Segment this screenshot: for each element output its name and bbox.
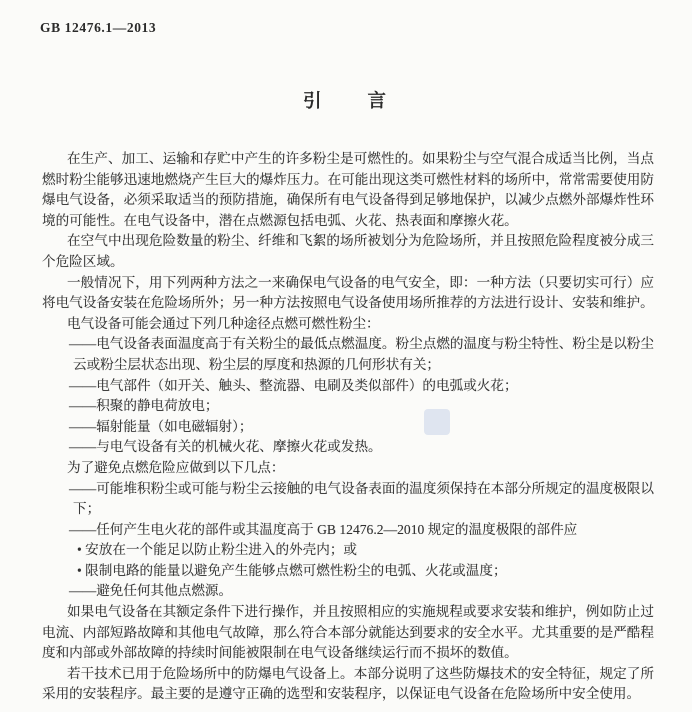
paragraph: 电气设备可能会通过下列几种途径点燃可燃性粉尘： (67, 315, 380, 331)
list-item-dash: ——电气设备表面温度高于有关粉尘的最低点燃温度。粉尘点燃的温度与粉尘特性、粉尘是以粉尘云或粉尘层状态出现、粉尘层的厚度和热源的几何形状有关； (69, 336, 654, 372)
watermark-stamp-icon (424, 409, 450, 435)
list-item-dash: ——与电气设备有关的机械火花、摩擦火花或发热。 (69, 439, 382, 455)
paragraph: 如果电气设备在其额定条件下进行操作，并且按照相应的实施规程或要求安装和维护，例如防止过电流、内部短路故障和其他电气故障，那么符合本部分就能达到要求的安全水平。尤其重要的是严酷程度和内部或外部故障的持续时间能被限制在电气设备继续运行而不损坏的数值。 (42, 604, 654, 661)
list-item-dash: ——积聚的静电荷放电； (69, 398, 219, 414)
list-item-dash: ——可能堆积粉尘或可能与粉尘云接触的电气设备表面的温度须保持在本部分所规定的温度极限以下； (69, 480, 654, 517)
paragraph: 一般情况下，用下列两种方法之一来确保电气设备的电气安全，即：一种方法（只要切实可行）应将电气设备安装在危险场所外；另一种方法按照电气设备使用场所推荐的方法进行设计、安装和维护。 (42, 274, 654, 311)
page-title: 引 言 (302, 92, 389, 112)
paragraph: 在空气中出现危险数量的粉尘、纤维和飞絮的场所被划分为危险场所，并且按照危险程度被分成三个危险区域。 (42, 233, 654, 269)
document-body (42, 149, 654, 705)
list-item-bullet: • 安放在一个能足以防止粉尘进入的外壳内；或 (77, 542, 358, 558)
list-item-dash: ——避免任何其他点燃源。 (69, 583, 233, 599)
list-item-dash: ——辐射能量（如电磁辐射）； (69, 418, 253, 434)
doc-number: GB 12476.1—2013 (40, 20, 157, 35)
list-item-dash: ——任何产生电火花的部件或其温度高于 GB 12476.2—2010 规定的温度极限的部件应 (69, 521, 578, 537)
list-item-bullet: • 限制电路的能量以避免产生能够点燃可燃性粉尘的电弧、火花或温度； (77, 562, 507, 578)
paragraph: 在生产、加工、运输和存贮中产生的许多粉尘是可燃性的。如果粉尘与空气混合成适当比例，当点燃时粉尘能够迅速地燃烧产生巨大的爆炸压力。在可能出现这类可燃性材料的场所中，常常需要使用防爆电气设备，必须采取适当的预防措施，确保所有电气设备得到足够地保护，以减少点燃外部爆炸性环境的可能性。在电气设备中，潜在点燃源包括电弧、火花、热表面和摩擦火花。 (42, 151, 654, 228)
paragraph: 为了避免点燃危险应做到以下几点： (67, 459, 285, 475)
paragraph: 若干技术已用于危险场所中的防爆电气设备上。本部分说明了这些防爆技术的安全特征，规定了所采用的安装程序。最主要的是遵守正确的选型和安装程序，以保证电气设备在危险场所中安全使用。 (42, 665, 654, 702)
list-item-dash: ——电气部件（如开关、触头、整流器、电刷及类似部件）的电弧或火花； (69, 377, 518, 393)
